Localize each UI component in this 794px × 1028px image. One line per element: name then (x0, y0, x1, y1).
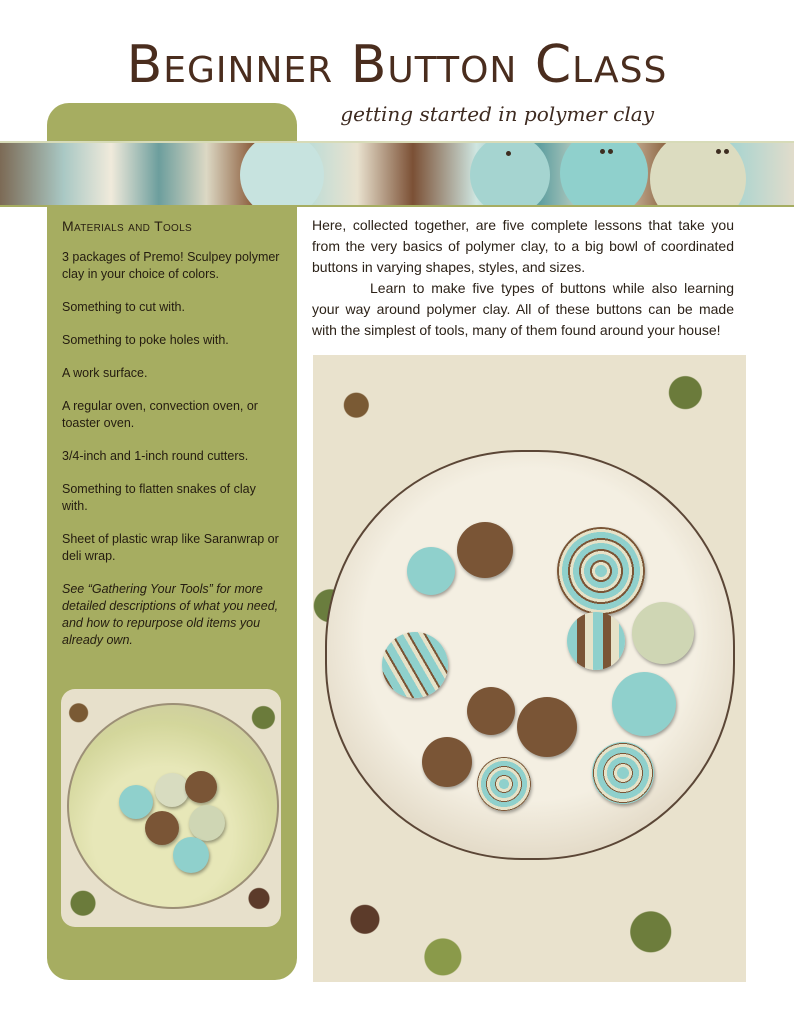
small-bowl (67, 703, 279, 909)
small-bowl-photo (61, 689, 281, 927)
gathering-tools-note: See “Gathering Your Tools” for more detailed descriptions of what you need, and how to repurpose old items you already own. (62, 582, 279, 647)
materials-heading: Materials and Tools (62, 218, 192, 234)
striped-button (567, 612, 625, 670)
material-item: 3/4-inch and 1-inch round cutters. (62, 449, 249, 463)
aqua-button (119, 785, 153, 819)
banner-button (470, 141, 550, 207)
intro-paragraph-2: Learn to make five types of buttons while also learning your way around polymer clay. All of these buttons can be made with the simplest of tools, many of them found around your house! (312, 280, 734, 338)
brown-button (467, 687, 515, 735)
cream-button (155, 773, 189, 807)
intro-paragraph-1: Here, collected together, are five complete lessons that take you from the very basics of polymer clay, to a big bowl of coordinated buttons in varying shapes, styles, and sizes. (312, 217, 734, 275)
page-title: Beginner Button Class (126, 35, 668, 95)
material-item: 3 packages of Premo! Sculpey polymer clay in your choice of colors. (62, 250, 280, 281)
aqua-button (407, 547, 455, 595)
material-item: A regular oven, convection oven, or toaster oven. (62, 399, 258, 430)
aqua-button (173, 837, 209, 873)
bowl-of-buttons-photo (313, 355, 746, 982)
aqua-button (612, 672, 676, 736)
banner-button (560, 141, 648, 207)
material-item: A work surface. (62, 366, 148, 380)
striped-button (382, 632, 448, 698)
brown-button (422, 737, 472, 787)
cream-button (632, 602, 694, 664)
buttons-banner-photo (0, 141, 794, 207)
material-item: Something to poke holes with. (62, 333, 229, 347)
scalloped-bowl (325, 450, 735, 860)
dotted-button (457, 522, 513, 578)
material-item: Something to cut with. (62, 300, 185, 314)
cream-button (189, 805, 225, 841)
materials-list (62, 218, 282, 665)
material-item: Sheet of plastic wrap like Saranwrap or deli wrap. (62, 532, 279, 563)
banner-button (650, 141, 746, 207)
intro-text (312, 215, 734, 341)
swirl-button (477, 757, 531, 811)
swirl-button (592, 742, 654, 804)
page-subtitle: getting started in polymer clay (340, 102, 654, 126)
banner-button (240, 141, 324, 207)
brown-button (145, 811, 179, 845)
dotted-button (517, 697, 577, 757)
swirl-button (557, 527, 645, 615)
material-item: Something to flatten snakes of clay with. (62, 482, 256, 513)
brown-button (185, 771, 217, 803)
